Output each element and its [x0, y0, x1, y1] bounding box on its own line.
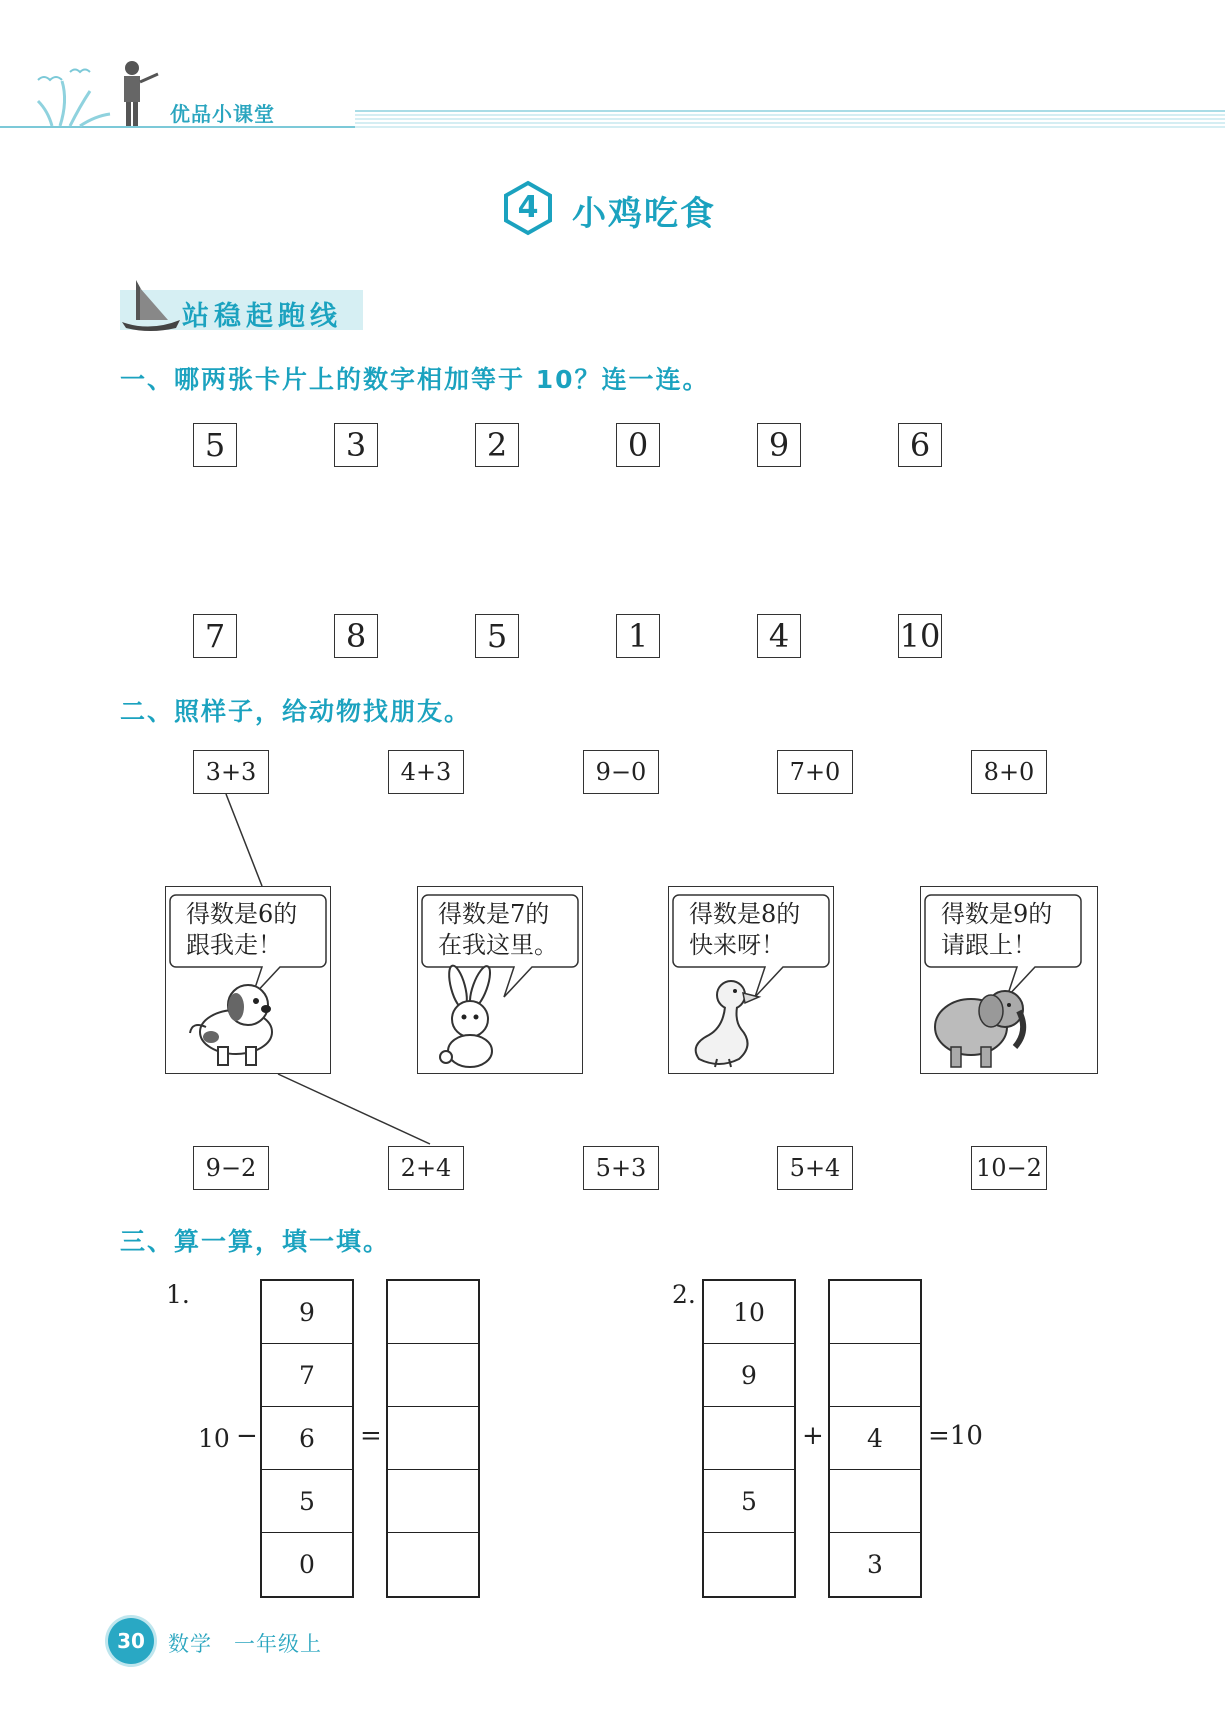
- brand-name: 优品小课堂: [170, 102, 275, 126]
- bubble-line: 得数是7的: [438, 900, 550, 928]
- answer-column: [386, 1279, 480, 1598]
- footer-subject: 数学 一年级上: [168, 1632, 322, 1656]
- lesson-number: 4: [517, 190, 539, 225]
- top-card[interactable]: 6: [898, 423, 942, 467]
- bird-icon: [38, 77, 62, 80]
- subtrahend-cell: 5: [262, 1470, 352, 1533]
- addend-cell[interactable]: 4: [830, 1407, 920, 1470]
- top-card[interactable]: 2: [475, 423, 519, 467]
- bird-icon: [70, 70, 90, 73]
- header-band: [355, 110, 1225, 128]
- dog-icon: [166, 887, 332, 1075]
- section-label: 站稳起跑线: [182, 301, 342, 332]
- answer-cell[interactable]: [388, 1281, 478, 1344]
- bottom-expression[interactable]: 5+4: [777, 1146, 853, 1190]
- bottom-expression[interactable]: 10−2: [971, 1146, 1047, 1190]
- bubble-line: 跟我走！: [186, 931, 282, 959]
- duck-icon: [669, 887, 835, 1075]
- bottom-card[interactable]: 1: [616, 614, 660, 658]
- addend-right-column: [828, 1279, 922, 1598]
- addend-cell[interactable]: [704, 1407, 794, 1470]
- subtrahend-column: [260, 1279, 354, 1598]
- addend-left-column: [702, 1279, 796, 1598]
- addend-cell[interactable]: 5: [704, 1470, 794, 1533]
- bubble-line: 得数是8的: [689, 900, 801, 928]
- equals-result: =10: [928, 1421, 983, 1451]
- example-line-top: [226, 794, 262, 886]
- addend-cell[interactable]: 9: [704, 1344, 794, 1407]
- answer-cell[interactable]: [388, 1344, 478, 1407]
- answer-cell[interactable]: [388, 1533, 478, 1596]
- bottom-expression[interactable]: 2+4: [388, 1146, 464, 1190]
- bubble-line: 快来呀！: [689, 931, 785, 959]
- answer-cell[interactable]: [388, 1470, 478, 1533]
- bottom-expression[interactable]: 5+3: [583, 1146, 659, 1190]
- bubble-line: 请跟上！: [941, 931, 1037, 959]
- subtrahend-cell: 6: [262, 1407, 352, 1470]
- top-expression[interactable]: 8+0: [971, 750, 1047, 794]
- bottom-card[interactable]: 8: [334, 614, 378, 658]
- animal-card-duck[interactable]: [668, 886, 834, 1074]
- animal-card-rabbit[interactable]: [417, 886, 583, 1074]
- top-card[interactable]: 5: [193, 423, 237, 467]
- q1-title: 一、哪两张卡片上的数字相加等于 10？连一连。: [120, 365, 710, 394]
- top-expression[interactable]: 7+0: [777, 750, 853, 794]
- top-card[interactable]: 9: [757, 423, 801, 467]
- header-band-edge: [355, 110, 1225, 112]
- q3-title: 三、算一算，填一填。: [120, 1227, 391, 1256]
- problem-2-label: 2.: [672, 1280, 696, 1309]
- top-expression[interactable]: 3+3: [193, 750, 269, 794]
- sailboat-icon: [118, 270, 182, 332]
- bottom-card[interactable]: 4: [757, 614, 801, 658]
- bottom-card[interactable]: 10: [898, 614, 942, 658]
- addend-cell[interactable]: 10: [704, 1281, 794, 1344]
- example-line-bottom: [278, 1074, 430, 1144]
- equals-sign: =: [360, 1421, 382, 1451]
- answer-cell[interactable]: [388, 1407, 478, 1470]
- subtrahend-cell: 9: [262, 1281, 352, 1344]
- elephant-icon: [921, 887, 1099, 1075]
- bottom-expression[interactable]: 9−2: [193, 1146, 269, 1190]
- addend-cell[interactable]: [830, 1281, 920, 1344]
- minuend: 10: [198, 1424, 230, 1453]
- top-card[interactable]: 0: [616, 423, 660, 467]
- bubble-line: 在我这里。: [438, 931, 558, 959]
- bottom-card[interactable]: 5: [475, 614, 519, 658]
- rabbit-icon: [418, 887, 584, 1075]
- teacher-icon: [125, 61, 139, 75]
- bubble-line: 得数是6的: [186, 900, 298, 928]
- bubble-line: 得数是9的: [941, 900, 1053, 928]
- plus-sign: +: [802, 1421, 824, 1451]
- lesson-title: 小鸡吃食: [572, 194, 716, 234]
- addend-cell[interactable]: [704, 1533, 794, 1596]
- animal-card-dog[interactable]: [165, 886, 331, 1074]
- addend-cell[interactable]: 3: [867, 1550, 883, 1579]
- addend-cell[interactable]: [830, 1470, 920, 1533]
- problem-1-label: 1.: [166, 1280, 190, 1309]
- top-card[interactable]: 3: [334, 423, 378, 467]
- subtrahend-cell: 7: [262, 1344, 352, 1407]
- top-expression[interactable]: 9−0: [583, 750, 659, 794]
- top-expression[interactable]: 4+3: [388, 750, 464, 794]
- subtrahend-cell: 0: [299, 1550, 315, 1579]
- page-number: 30: [108, 1618, 154, 1664]
- animal-card-elephant[interactable]: [920, 886, 1098, 1074]
- bottom-card[interactable]: 7: [193, 614, 237, 658]
- addend-cell[interactable]: [830, 1344, 920, 1407]
- minus-sign: −: [236, 1421, 258, 1451]
- header-illustration: [30, 60, 170, 135]
- q2-title: 二、照样子，给动物找朋友。: [120, 697, 472, 726]
